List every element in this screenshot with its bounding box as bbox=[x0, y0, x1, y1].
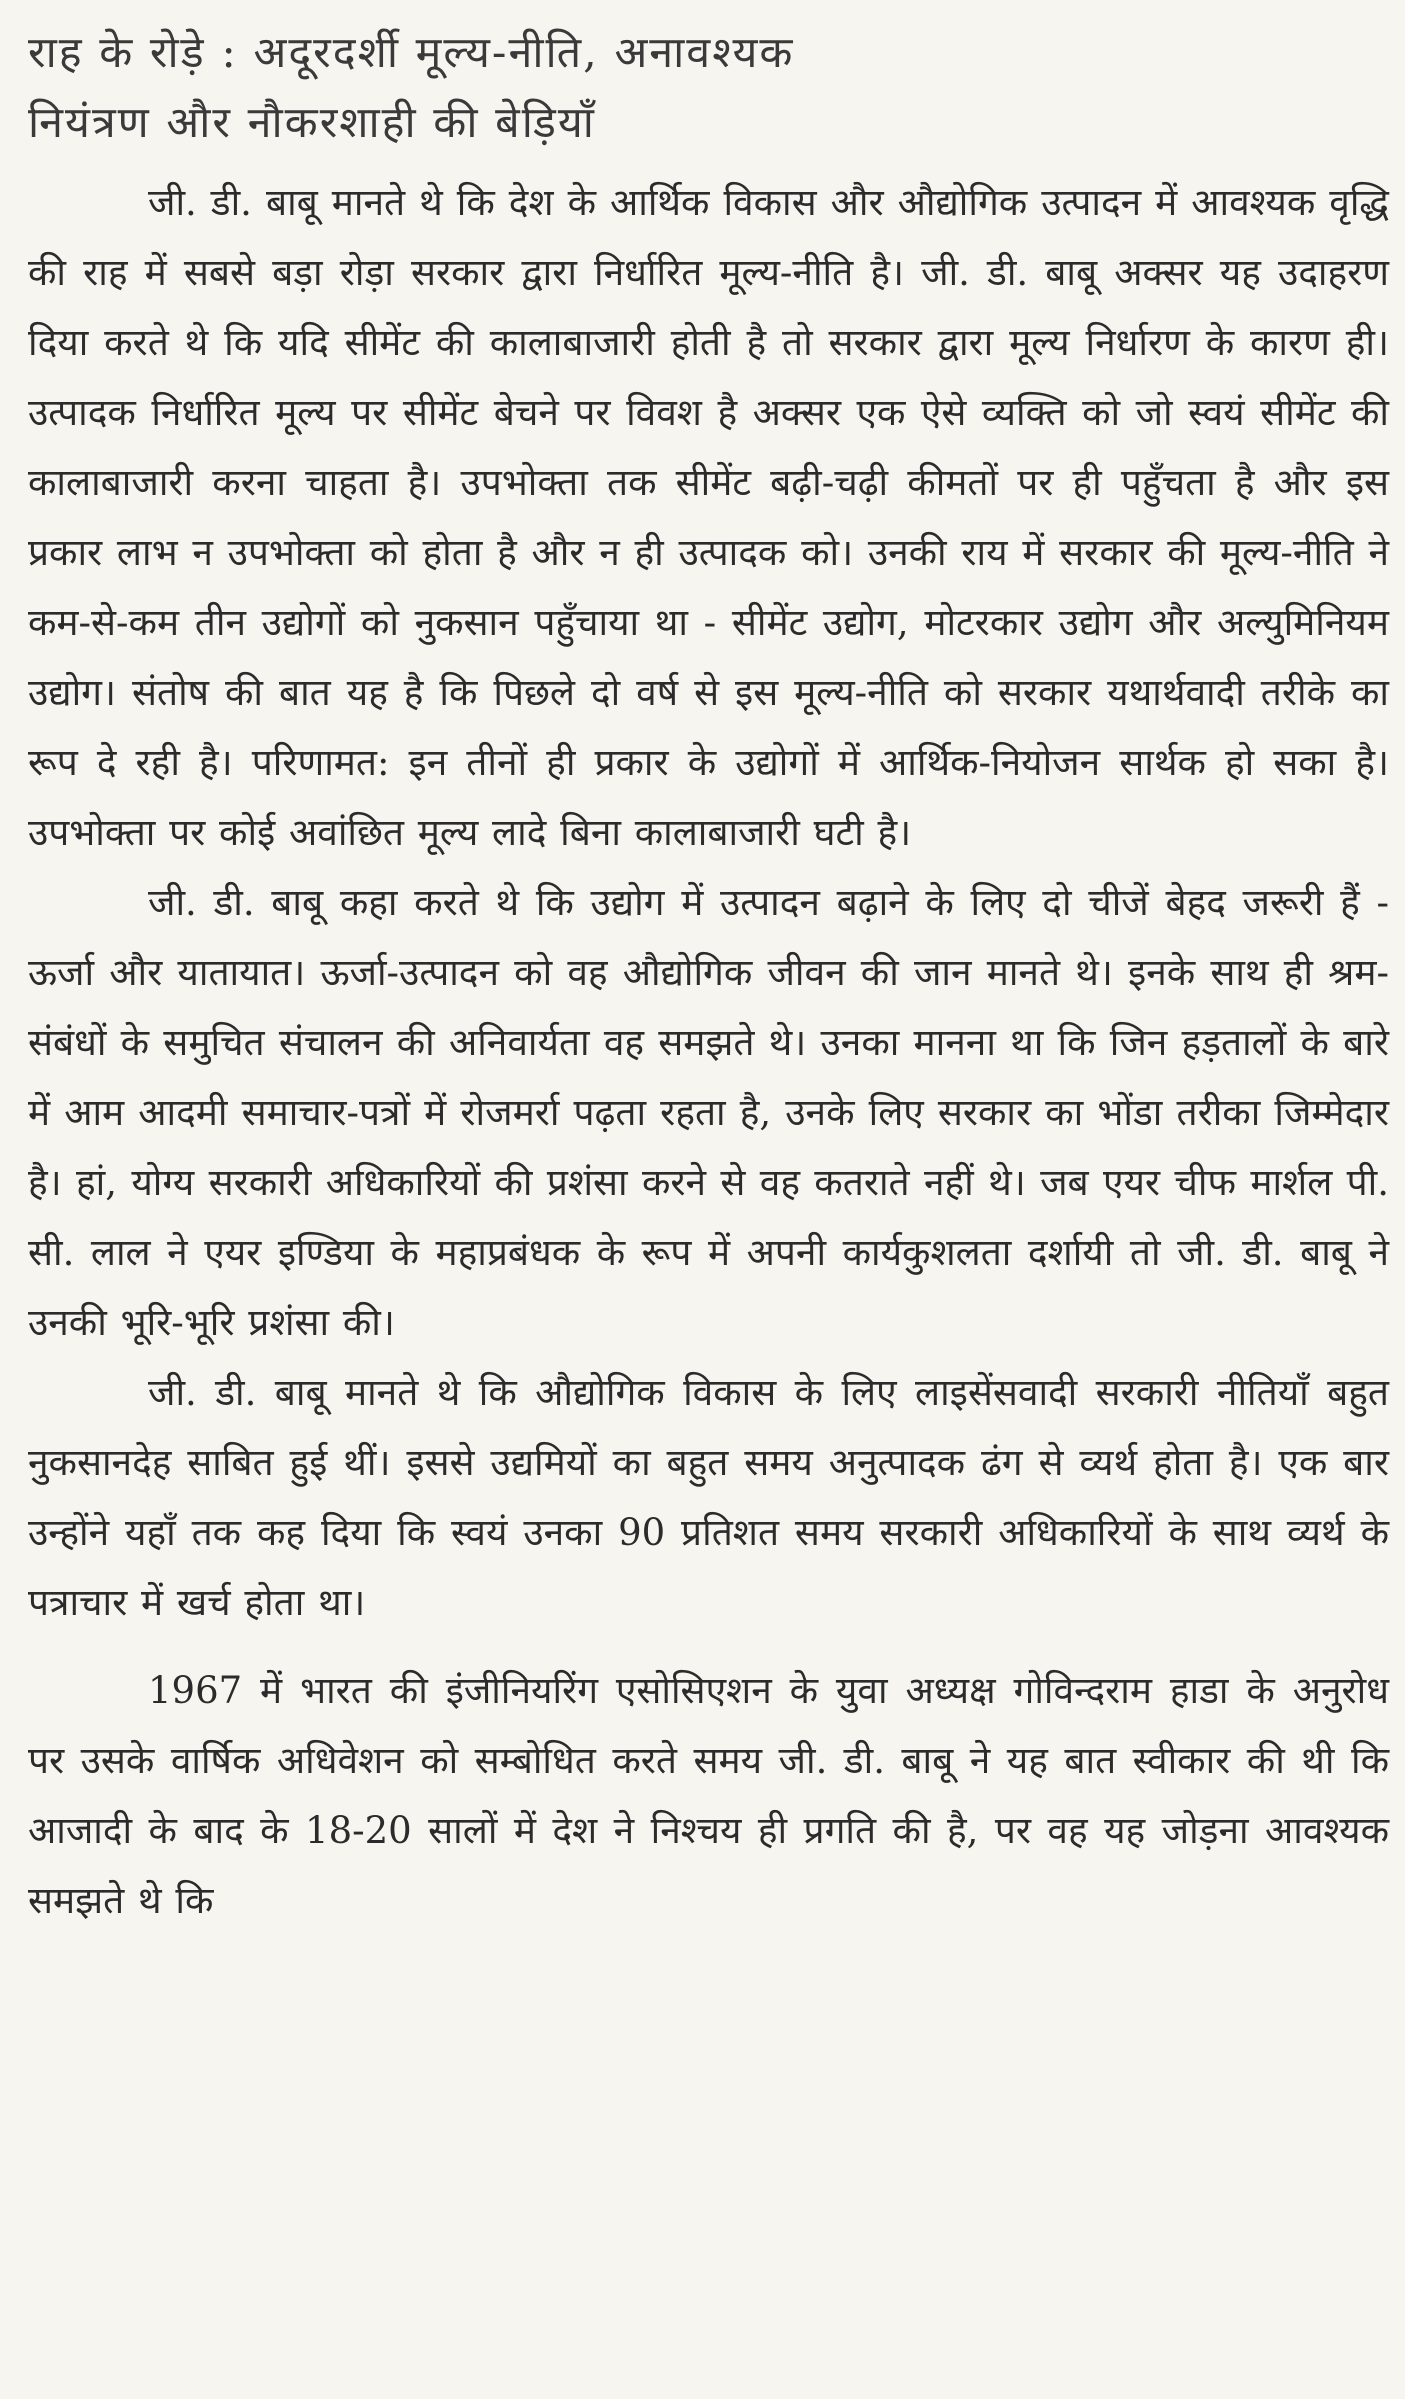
paragraph-price-policy: जी. डी. बाबू मानते थे कि देश के आर्थिक विकास और औद्योगिक उत्पादन में आवश्यक वृद्धि की राह में सबसे बड़ा रोड़ा सरकार द्वारा निर्धारित मूल्य-नीति है। जी. डी. बाबू अक्सर यह उदाहरण दिया करते थे कि यदि सीमेंट की कालाबाजारी होती है तो सरकार द्वारा मूल्य निर्धारण के कारण ही। उत्पादक निर्धारित मूल्य पर सीमेंट बेचने पर विवश है अक्सर एक ऐसे व्यक्ति को जो स्वयं सीमेंट की कालाबाजारी करना चाहता है। उपभोक्ता तक सीमेंट बढ़ी-चढ़ी कीमतों पर ही पहुँचता है और इस प्रकार लाभ न उपभोक्ता को होता है और न ही उत्पादक को। उनकी राय में सरकार की मूल्य-नीति ने कम-से-कम तीन उद्योगों को नुकसान पहुँचाया था - सीमेंट उद्योग, मोटरकार उद्योग और अल्युमिनियम उद्योग। संतोष की बात यह है कि पिछले दो वर्ष से इस मूल्य-नीति को सरकार यथार्थवादी तरीके का रूप दे रही है। परिणामत: इन तीनों ही प्रकार के उद्योगों में आर्थिक-नियोजन सार्थक हो सका है। उपभोक्ता पर कोई अवांछित मूल्य लादे बिना कालाबाजारी घटी है। bbox=[28, 181, 1389, 854]
paragraph-1967-address: 1967 में भारत की इंजीनियरिंग एसोसिएशन के युवा अध्यक्ष गोविन्दराम हाडा के अनुरोध पर उसके वार्षिक अधिवेशन को सम्बोधित करते समय जी. डी. बाबू ने यह बात स्वीकार की थी कि आजादी के बाद के 18-20 सालों में देश ने निश्चय ही प्रगति की है, पर वह यह जोड़ना आवश्यक समझते थे कि bbox=[28, 1669, 1389, 1922]
paragraph-energy-transport: जी. डी. बाबू कहा करते थे कि उद्योग में उत्पादन बढ़ाने के लिए दो चीजें बेहद जरूरी हैं - ऊर्जा और यातायात। ऊर्जा-उत्पादन को वह औद्योगिक जीवन की जान मानते थे। इनके साथ ही श्रम-संबंधों के समुचित संचालन की अनिवार्यता वह समझते थे। उनका मानना था कि जिन हड़तालों के बारे में आम आदमी समाचार-पत्रों में रोजमर्रा पढ़ता रहता है, उनके लिए सरकार का भोंडा तरीका जिम्मेदार है। हां, योग्य सरकारी अधिकारियों की प्रशंसा करने से वह कतराते नहीं थे। जब एयर चीफ मार्शल पी. सी. लाल ने एयर इण्डिया के महाप्रबंधक के रूप में अपनी कार्यकुशलता दर्शायी तो जी. डी. बाबू ने उनकी भूरि-भूरि प्रशंसा की। bbox=[28, 881, 1390, 1344]
chapter-heading-line-1: राह के रोड़े : अदूरदर्शी मूल्य-नीति, अनावश्यक bbox=[28, 28, 795, 78]
chapter-heading bbox=[28, 18, 1389, 158]
chapter-heading-line-2: नियंत्रण और नौकरशाही की बेड़ियाँ bbox=[28, 98, 596, 148]
paragraph-licensing: जी. डी. बाबू मानते थे कि औद्योगिक विकास के लिए लाइसेंसवादी सरकारी नीतियाँ बहुत नुकसानदेह साबित हुई थीं। इससे उद्यमियों का बहुत समय अनुत्पादक ढंग से व्यर्थ होता है। एक बार उन्होंने यहाँ तक कह दिया कि स्वयं उनका 90 प्रतिशत समय सरकारी अधिकारियों के साथ व्यर्थ के पत्राचार में खर्च होता था। bbox=[28, 1371, 1389, 1624]
